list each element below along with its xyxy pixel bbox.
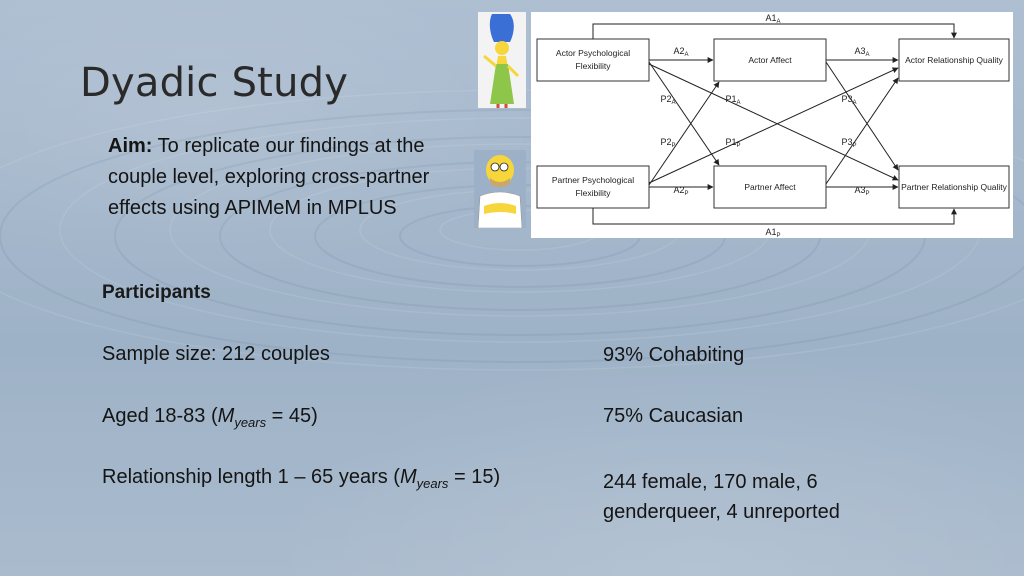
cohabiting-text: 93% Cohabiting [603,344,745,366]
path-label-p1a: $P1_A$ [725,94,741,106]
path-label-a1p: $A1_P$ [765,227,781,238]
participants-heading: Participants [102,282,211,303]
path-p3a [826,62,898,170]
node-label: Flexibility [575,61,611,71]
path-a1a [593,24,954,39]
path-a1p [593,208,954,224]
age-text: Aged 18-83 $(M_{years} = 45)$ [102,405,318,430]
gender-line: genderqueer, 4 unreported [603,501,840,523]
aim-text: To replicate our findings at the couple level, exploring cross-partner effects using APIMeM in MPLUS [108,135,430,219]
node-label: Actor Affect [748,55,792,65]
path-label-p3p: $P3_P$ [841,137,857,149]
node-label: Actor Relationship Quality [905,55,1003,65]
homer-character-image [474,150,526,228]
node-actor-flexibility [537,39,649,81]
path-label-a2a: $A2_A$ [673,46,689,58]
gender-line: 244 female, 170 male, 6 [603,471,818,493]
path-label-a3a: $A3_A$ [854,46,870,58]
marge-character-image [478,12,526,108]
caucasian-text: 75% Caucasian [603,405,744,427]
page-title: Dyadic Study [80,60,349,106]
node-label: Partner Relationship Quality [901,182,1007,192]
apimem-diagram [531,12,1013,238]
path-p2a [649,62,719,165]
path-label-p1p: $P1_P$ [725,137,741,149]
path-label-a1a: $A1_A$ [765,13,781,25]
gender-text [603,467,840,527]
aim-label: Aim: [108,135,153,157]
node-label: Flexibility [575,188,611,198]
path-label-p2a: $P2_A$ [660,94,676,106]
sample-size-text: Sample size: 212 couples [102,343,330,365]
path-label-a2p: $A2_P$ [673,185,689,197]
path-label-p3a: $P3_A$ [841,94,857,106]
path-p3p [826,78,898,184]
path-label-a3p: $A3_P$ [854,185,870,197]
node-label: Actor Psychological [555,48,631,58]
node-label: Partner Psychological [551,175,635,185]
node-partner-flexibility [537,166,649,208]
path-label-p2p: $P2_P$ [660,137,676,149]
aim-paragraph [108,131,458,224]
node-label: Partner Affect [744,182,796,192]
relationship-length-text: Relationship length 1 – 65 years $(M_{years} = 15)$ [102,466,501,491]
